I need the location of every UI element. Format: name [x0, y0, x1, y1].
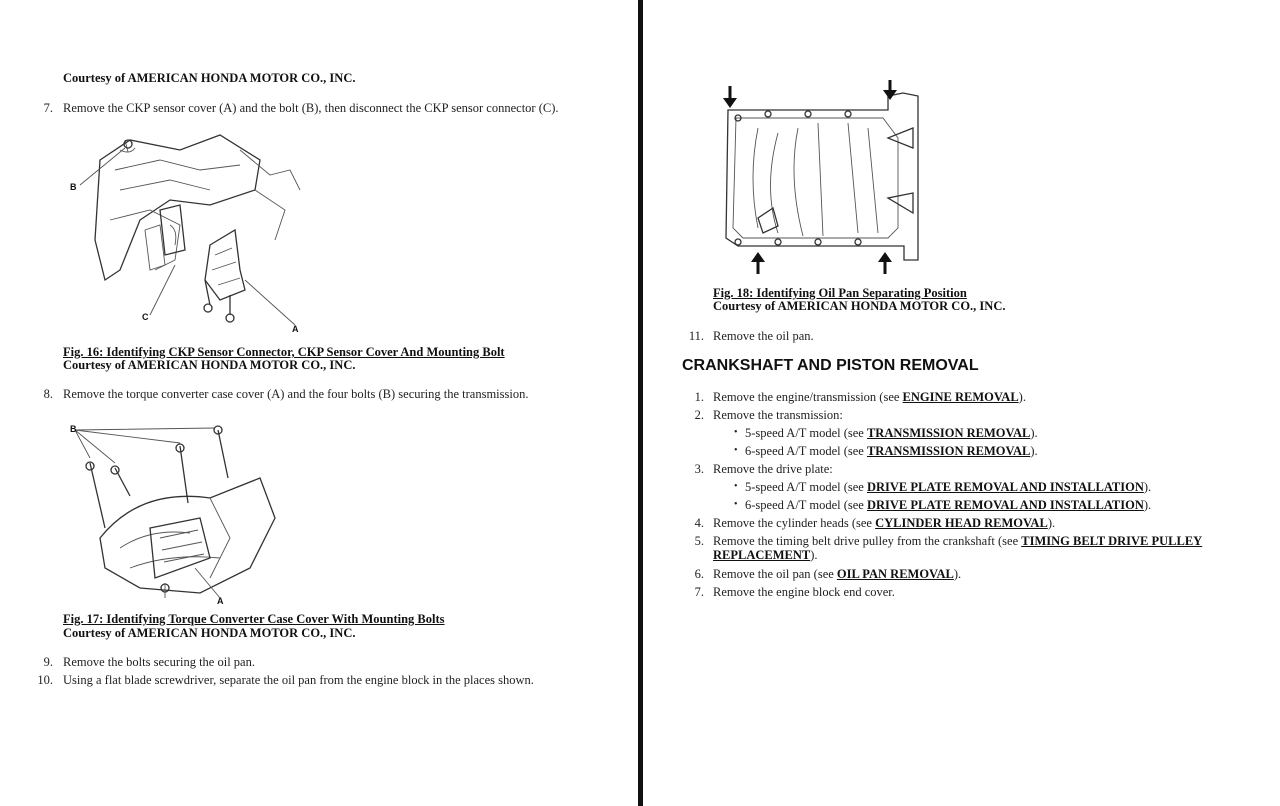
step-2b-text: 6-speed A/T model (see TRANSMISSION REMOVAL).: [745, 444, 1038, 458]
fig-16-courtesy: Courtesy of AMERICAN HONDA MOTOR CO., INC.: [63, 358, 356, 372]
bullet: •: [734, 499, 738, 510]
cylinder-head-link[interactable]: CYLINDER HEAD REMOVAL: [875, 516, 1048, 530]
drive-plate-link[interactable]: DRIVE PLATE REMOVAL AND INSTALLATION: [866, 498, 1144, 512]
step-5-text-cont: REPLACEMENT).: [713, 548, 818, 562]
step-7-text: Remove the CKP sensor cover (A) and the bolt (B), then disconnect the CKP sensor connector (C).: [63, 101, 559, 115]
transmission-removal-link[interactable]: TRANSMISSION REMOVAL: [866, 444, 1031, 458]
step-3b-text: 6-speed A/T model (see DRIVE PLATE REMOVAL AND INSTALLATION).: [745, 498, 1152, 512]
step-number: 5.: [694, 534, 704, 548]
step-number: 1.: [694, 390, 704, 404]
oil-pan-removal-link[interactable]: OIL PAN REMOVAL: [836, 567, 954, 581]
label-b: B: [70, 424, 77, 434]
right-page: [643, 0, 1280, 806]
label-b: B: [70, 182, 77, 192]
step-1-text: Remove the engine/transmission (see ENGINE REMOVAL).: [713, 390, 1026, 404]
oil-pan-illustration: [718, 78, 928, 278]
step-6-text: Remove the oil pan (see OIL PAN REMOVAL).: [713, 567, 962, 581]
section-heading: CRANKSHAFT AND PISTON REMOVAL: [682, 357, 979, 374]
step-number: 8.: [43, 387, 53, 401]
step-3-text: Remove the drive plate:: [713, 462, 833, 476]
step-number: 2.: [694, 408, 704, 422]
label-a: A: [217, 596, 224, 606]
torque-converter-illustration: [60, 418, 290, 608]
ckp-sensor-illustration: [60, 130, 310, 338]
bullet: •: [734, 445, 738, 456]
bullet: •: [734, 427, 738, 438]
transmission-removal-link[interactable]: TRANSMISSION REMOVAL: [866, 426, 1031, 440]
step-number: 4.: [694, 516, 704, 530]
label-c: C: [142, 312, 149, 322]
drive-plate-link[interactable]: DRIVE PLATE REMOVAL AND INSTALLATION: [866, 480, 1144, 494]
fig-18-courtesy: Courtesy of AMERICAN HONDA MOTOR CO., INC.: [713, 299, 1006, 313]
timing-belt-link[interactable]: REPLACEMENT: [713, 548, 811, 562]
label-a: A: [292, 324, 299, 334]
step-2-text: Remove the transmission:: [713, 408, 843, 422]
step-10-text: Using a flat blade screwdriver, separate the oil pan from the engine block in the places shown.: [63, 673, 534, 687]
fig-18-caption: Fig. 18: Identifying Oil Pan Separating Position: [713, 286, 967, 300]
left-page: [0, 0, 638, 806]
step-11-text: Remove the oil pan.: [713, 329, 814, 343]
step-5-text: Remove the timing belt drive pulley from the crankshaft (see TIMING BELT DRIVE PULLEY: [713, 534, 1203, 548]
step-number: 7.: [43, 101, 53, 115]
fig-17-caption: Fig. 17: Identifying Torque Converter Case Cover With Mounting Bolts: [63, 612, 445, 626]
step-number: 7.: [694, 585, 704, 599]
timing-belt-link[interactable]: TIMING BELT DRIVE PULLEY: [1021, 534, 1203, 548]
step-number: 6.: [694, 567, 704, 581]
engine-removal-link[interactable]: ENGINE REMOVAL: [902, 390, 1019, 404]
step-number: 10.: [37, 673, 53, 687]
fig-16-caption: Fig. 16: Identifying CKP Sensor Connector, CKP Sensor Cover And Mounting Bolt: [63, 345, 505, 359]
step-3a-text: 5-speed A/T model (see DRIVE PLATE REMOVAL AND INSTALLATION).: [745, 480, 1152, 494]
step-9-text: Remove the bolts securing the oil pan.: [63, 655, 255, 669]
step-number: 11.: [688, 329, 704, 343]
step-number: 9.: [43, 655, 53, 669]
step-8-text: Remove the torque converter case cover (A) and the four bolts (B) securing the transmission.: [63, 387, 529, 401]
step-7-text: Remove the engine block end cover.: [713, 585, 895, 599]
step-4-text: Remove the cylinder heads (see CYLINDER HEAD REMOVAL).: [713, 516, 1056, 530]
step-2a-text: 5-speed A/T model (see TRANSMISSION REMOVAL).: [745, 426, 1038, 440]
step-number: 3.: [694, 462, 704, 476]
fig-17-courtesy: Courtesy of AMERICAN HONDA MOTOR CO., INC.: [63, 626, 356, 640]
bullet: •: [734, 481, 738, 492]
courtesy-line: Courtesy of AMERICAN HONDA MOTOR CO., INC.: [63, 71, 356, 85]
